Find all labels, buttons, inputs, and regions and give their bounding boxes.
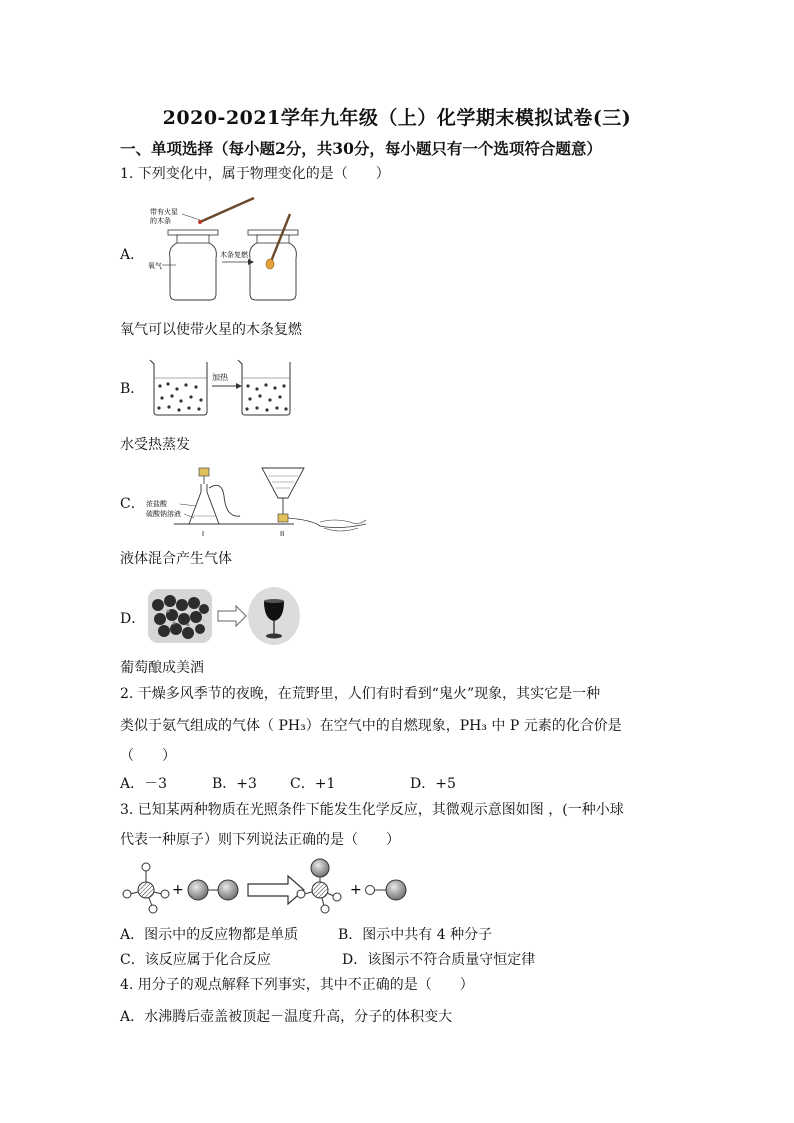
fig-c-label-sulfate: 硫酸钠溶液: [146, 510, 181, 518]
q2-option-d: D．+5: [410, 776, 456, 792]
q3-reaction-diagram: [118, 856, 418, 918]
fig-c-label-1: I: [202, 530, 205, 538]
reaction-arrow: [248, 876, 304, 904]
q4-option-a: A．水沸腾后壶盖被顶起－温度升高，分子的体积变大: [120, 1009, 453, 1025]
fig-a-label-stick: 的木条: [150, 217, 171, 225]
molecule-product-2: [366, 880, 407, 900]
q2-stem-line-3: （ ）: [120, 748, 176, 764]
q1-option-b-caption: 水受热蒸发: [120, 437, 190, 453]
q3-option-a: A．图示中的反应物都是单质: [120, 927, 299, 943]
q1-figure-b: [144, 356, 294, 418]
fig-b-label-heat: 加热: [212, 373, 228, 382]
q3-stem-line-1: 3. 已知某两种物质在光照条件下能发生化学反应，其微观示意图如图 ，(一种小球: [120, 802, 624, 818]
fig-c-label-hcl: 浓盐酸: [146, 500, 167, 508]
q1-option-c-label: C．: [120, 496, 145, 512]
fig-c-label-2: II: [280, 530, 285, 538]
fig-a-label-ember: 带有火星: [150, 208, 178, 216]
q1-stem: 1. 下列变化中，属于物理变化的是（ ）: [120, 166, 390, 182]
q2-option-c: C．+1: [290, 776, 336, 792]
plus-sign-1: +: [172, 882, 184, 898]
plus-sign-2: +: [350, 882, 362, 898]
molecule-reactant-1: [123, 863, 169, 913]
q1-option-a-label: A．: [120, 247, 145, 263]
q1-option-c-caption: 液体混合产生气体: [120, 551, 232, 567]
fig-a-label-result: 木条复燃: [220, 251, 248, 259]
q3-option-d: D．该图示不符合质量守恒定律: [342, 952, 536, 968]
q1-figure-c: [144, 462, 370, 540]
q2-option-b: B．+3: [212, 776, 257, 792]
q2-option-a: A．－3: [120, 776, 168, 792]
q1-option-d-label: D．: [120, 611, 146, 627]
q1-option-b-label: B．: [120, 381, 145, 397]
q3-option-c: C．该反应属于化合反应: [120, 952, 271, 968]
q3-option-b: B．图示中共有 4 种分子: [338, 927, 493, 943]
q3-stem-line-2: 代表一种原子）则下列说法正确的是（ ）: [120, 832, 400, 848]
fig-a-label-oxygen: 氧气: [148, 262, 162, 270]
q2-stem-line-2: 类似于氨气组成的气体（ PH₃）在空气中的自燃现象，PH₃ 中 P 元素的化合价是: [120, 718, 622, 734]
q1-figure-d: [144, 585, 304, 647]
q4-stem: 4. 用分子的观点解释下列事实，其中不正确的是（ ）: [120, 977, 474, 993]
q1-figure-a: [144, 192, 314, 304]
q1-option-d-caption: 葡萄酿成美酒: [120, 660, 204, 676]
molecule-product-1: [297, 859, 341, 913]
q2-stem-line-1: 2. 干燥多风季节的夜晚，在荒野里，人们有时看到“鬼火”现象，其实它是一种: [120, 686, 601, 702]
page-title: 2020-2021学年九年级（上）化学期末模拟试卷(三): [162, 107, 632, 129]
molecule-reactant-2: [188, 880, 238, 900]
section-heading: 一、单项选择（每小题2分，共30分，每小题只有一个选项符合题意）: [120, 139, 602, 158]
q1-option-a-caption: 氧气可以使带火星的木条复燃: [120, 322, 302, 338]
